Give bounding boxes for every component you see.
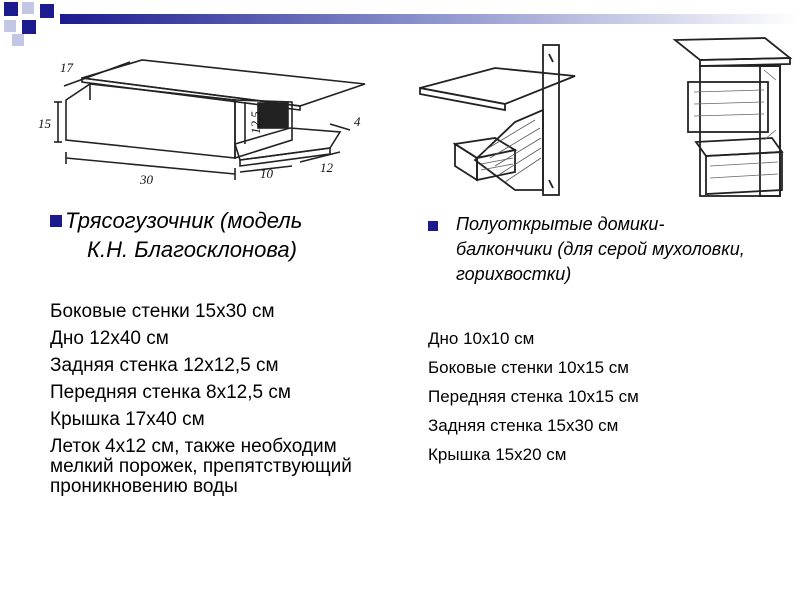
wagtail-box-drawing <box>30 40 370 190</box>
dim-height: 15 <box>38 116 51 131</box>
dim-side-height: 12,5 <box>248 111 263 134</box>
spec-item: Крышка 15х20 см <box>428 445 567 464</box>
dim-roof-depth: 17 <box>60 60 73 75</box>
spec-item: Передняя стенка 8х12,5 см <box>50 382 291 403</box>
spec-item: Задняя стенка 15х30 см <box>428 416 619 435</box>
square-bullet-icon <box>50 215 62 227</box>
balcony-title: Полуоткрытые домики-балкончики (для серой мухоловки, горихвостки) <box>456 214 745 284</box>
spec-item: Задняя стенка 12х12,5 см <box>50 355 279 376</box>
dim-bottom-depth: 12 <box>320 160 333 175</box>
title-rule <box>60 14 800 24</box>
square-bullet-icon <box>428 221 438 231</box>
spec-note: Леток 4х12 см, также необходим мелкий порожек, препятствующий проникновению воды <box>50 436 352 497</box>
wagtail-box-heading <box>50 206 390 264</box>
dim-bottom-length: 10 <box>260 166 273 181</box>
wagtail-title-line1: Трясогузочник (модель <box>65 208 303 233</box>
balcony-box-drawing-2 <box>670 30 800 205</box>
spec-item: Крышка 17х40 см <box>50 409 205 430</box>
spec-item: Боковые стенки 15х30 см <box>50 301 275 322</box>
spec-item: Передняя стенка 10х15 см <box>428 387 639 406</box>
dim-length: 30 <box>140 172 153 187</box>
balcony-box-heading <box>428 212 748 287</box>
spec-item: Боковые стенки 10х15 см <box>428 358 629 377</box>
balcony-box-drawing-1 <box>415 40 585 200</box>
wagtail-title-line2: К.Н. Благосклонова) <box>87 237 297 262</box>
dim-entrance: 4 <box>354 114 361 129</box>
spec-item: Дно 12х40 см <box>50 328 169 349</box>
balcony-specs-list <box>428 324 748 469</box>
spec-item: Дно 10х10 см <box>428 329 535 348</box>
wagtail-specs-list <box>50 298 380 497</box>
